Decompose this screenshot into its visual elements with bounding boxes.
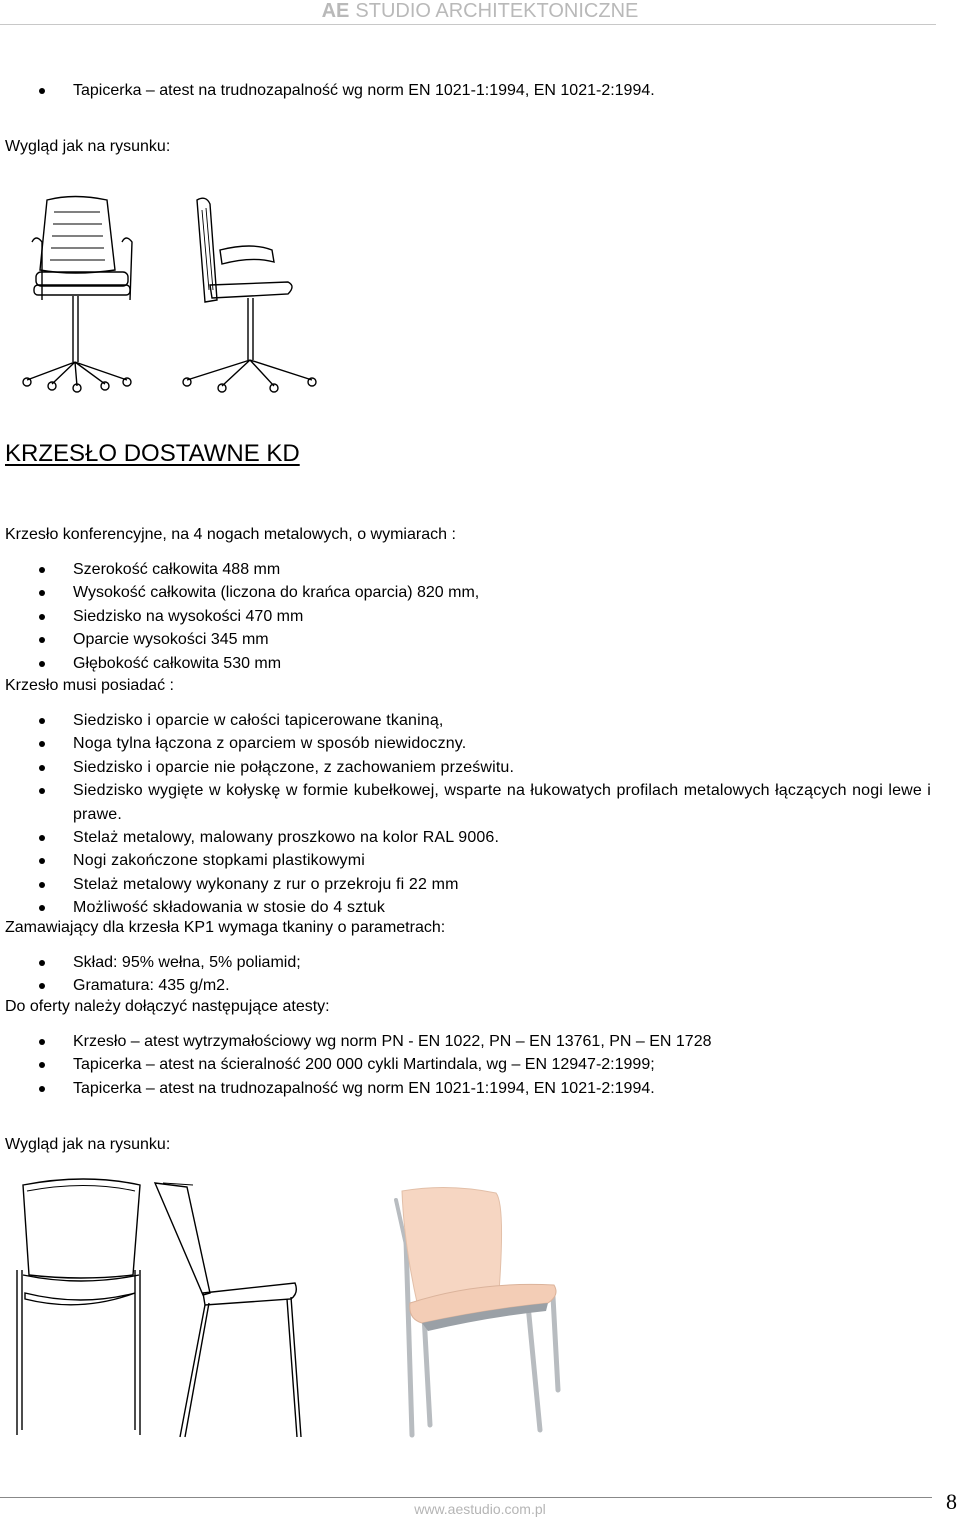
list-item: Skład: 95% wełna, 5% poliamid;	[0, 951, 301, 974]
look-label: Wygląd jak na rysunku:	[5, 138, 171, 155]
footer-rule	[0, 1497, 932, 1498]
footer-site: www.aestudio.com.pl	[414, 1501, 546, 1517]
attest-label: Do oferty należy dołączyć następujące atesty:	[5, 998, 330, 1015]
list-item: Szerokość całkowita 488 mm	[0, 558, 479, 581]
header-name: STUDIO ARCHITEKTONICZNE	[355, 0, 639, 22]
side-chair-side-view	[155, 1183, 301, 1437]
header-rule	[0, 24, 936, 25]
list-item: Siedzisko wygięte w kołyskę w formie kubełkowej, wsparte na łukowatych profilach metalowych łączących nogi lewe i prawe.	[0, 779, 931, 826]
dimensions-list	[0, 558, 479, 675]
section-title: KRZESŁO DOSTAWNE KD	[5, 440, 300, 467]
page-header	[0, 0, 960, 24]
list-item: Nogi zakończone stopkami plastikowymi	[0, 849, 931, 872]
page-number: 8	[946, 1489, 957, 1514]
office-chair-drawings	[12, 190, 322, 400]
office-chair-side-view	[183, 198, 316, 392]
top-attest-list	[0, 79, 655, 102]
list-item: Tapicerka – atest na trudnozapalność wg norm EN 1021-1:1994, EN 1021-2:1994.	[0, 79, 655, 102]
list-item: Siedzisko na wysokości 470 mm	[0, 605, 479, 628]
list-item: Siedzisko i oparcie w całości tapicerowane tkaniną,	[0, 709, 931, 732]
list-item: Krzesło – atest wytrzymałościowy wg norm PN - EN 1022, PN – EN 13761, PN – EN 1728	[0, 1030, 711, 1053]
office-chair-front-view	[23, 197, 132, 393]
fabric-label: Zamawiający dla krzesła KP1 wymaga tkaniny o parametrach:	[5, 919, 446, 936]
list-item: Głębokość całkowita 530 mm	[0, 652, 479, 675]
side-chair-drawings	[15, 1175, 305, 1440]
list-item: Oparcie wysokości 345 mm	[0, 628, 479, 651]
header-abbr: AE	[321, 0, 350, 22]
list-item: Wysokość całkowita (liczona do krańca oparcia) 820 mm,	[0, 581, 479, 604]
list-item: Stelaż metalowy wykonany z rur o przekroju fi 22 mm	[0, 873, 931, 896]
list-item: Noga tylna łączona z oparciem w sposób niewidoczny.	[0, 732, 931, 755]
look-label-2: Wygląd jak na rysunku:	[5, 1136, 171, 1153]
upholstered-chair-photo	[388, 1185, 568, 1450]
attests-list	[0, 1030, 711, 1100]
intro-text: Krzesło konferencyjne, na 4 nogach metalowych, o wymiarach :	[5, 526, 456, 543]
fabric-list	[0, 951, 301, 998]
features-list	[0, 709, 931, 920]
list-item: Gramatura: 435 g/m2.	[0, 974, 301, 997]
list-item: Stelaż metalowy, malowany proszkowo na kolor RAL 9006.	[0, 826, 931, 849]
side-chair-front-view	[17, 1179, 140, 1435]
list-item: Siedzisko i oparcie nie połączone, z zachowaniem prześwitu.	[0, 756, 931, 779]
list-item: Tapicerka – atest na ścieralność 200 000 cykli Martindala, wg – EN 12947-2:1999;	[0, 1053, 711, 1076]
must-have-label: Krzesło musi posiadać :	[5, 677, 174, 694]
list-item: Tapicerka – atest na trudnozapalność wg norm EN 1021-1:1994, EN 1021-2:1994.	[0, 1077, 711, 1100]
list-item: Możliwość składowania w stosie do 4 sztuk	[0, 896, 931, 919]
